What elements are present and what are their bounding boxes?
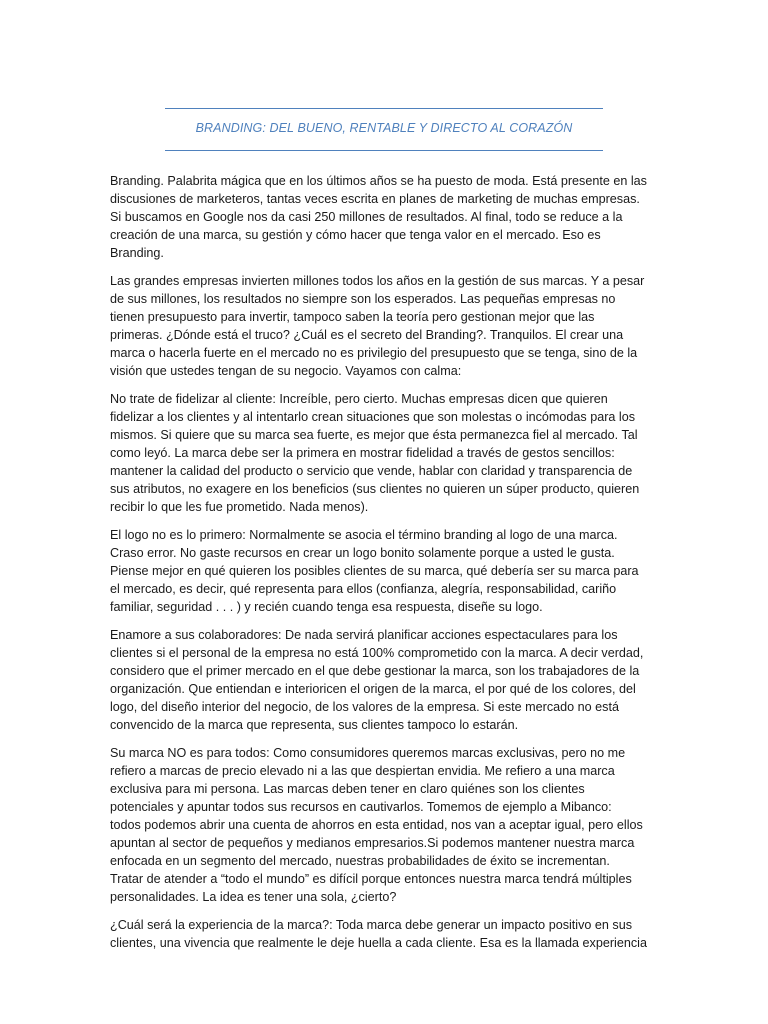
- paragraph-line: Enamore a sus colaboradores: De nada servirá planificar acciones espectaculares para los: [110, 628, 618, 642]
- paragraph-line: tienen presupuesto para invertir, tampoco saben la teoría pero gestionan mejor que las: [110, 310, 595, 324]
- paragraph-line: Craso error. No gaste recursos en crear un logo bonito solamente porque a usted le gusta.: [110, 546, 615, 560]
- title-top-rule: [165, 108, 603, 109]
- paragraph-line: todos podemos abrir una cuenta de ahorros en esta entidad, nos van a aceptar igual, pero ellos: [110, 818, 643, 832]
- paragraph-line: considero que el primer mercado en el que debe gestionar la marca, son los trabajadores de la: [110, 664, 640, 678]
- paragraph-line: apuntan al sector de pequeños y medianos empresarios.Si podemos mantener nuestra marca: [110, 836, 635, 850]
- paragraph-line: familiar, seguridad . . . ) y recién cuando tenga esa respuesta, diseñe su logo.: [110, 600, 543, 614]
- paragraph-line: Piense mejor en qué quieren los posibles clientes de su marca, qué debería ser su marca para: [110, 564, 639, 578]
- paragraph-line: ¿Cuál será la experiencia de la marca?: Toda marca debe generar un impacto positivo en sus: [110, 918, 632, 932]
- paragraph-line: visión que ustedes tengan de su negocio. Vayamos con calma:: [110, 364, 462, 378]
- paragraph-line: clientes, una vivencia que realmente le deje huella a cada cliente. Esa es la llamada experiencia: [110, 936, 647, 950]
- paragraph-line: Tratar de atender a “todo el mundo” es difícil porque entonces nuestra marca tendrá múltiples: [110, 872, 632, 886]
- paragraph-line: marca o hacerla fuerte en el mercado no es privilegio del presupuesto que se tenga, sino de la: [110, 346, 638, 360]
- paragraph-line: El logo no es lo primero: Normalmente se asocia el término branding al logo de una marca.: [110, 528, 618, 542]
- paragraph-line: como leyó. La marca debe ser la primera en mostrar fidelidad a través de gestos sencillos:: [110, 446, 615, 460]
- paragraph-line: de sus millones, los resultados no siempre son los esperados. Las pequeñas empresas no: [110, 292, 616, 306]
- paragraph-line: exclusiva para mi persona. Las marcas deben tener en claro quiénes son los clientes: [110, 782, 585, 796]
- document-body: [110, 172, 658, 952]
- paragraph-line: fidelizar a los clientes y al intentarlo crean situaciones que son molestas o incómodas para los: [110, 410, 636, 424]
- paragraph-line: Las grandes empresas invierten millones todos los años en la gestión de sus marcas. Y a pesar: [110, 274, 645, 288]
- paragraph-line: Si buscamos en Google nos da casi 250 millones de resultados. Al final, todo se reduce a la: [110, 210, 623, 224]
- paragraph-line: clientes si el personal de la empresa no está 100% comprometido con la marca. A decir verdad,: [110, 646, 644, 660]
- paragraph-line: Branding. Palabrita mágica que en los últimos años se ha puesto de moda. Está presente en las: [110, 174, 647, 188]
- paragraph-line: primeras. ¿Dónde está el truco? ¿Cuál es el secreto del Branding?. Tranquilos. El crear una: [110, 328, 624, 342]
- paragraph-line: enfocada en un segmento del mercado, nuestras probabilidades de éxito se incrementan.: [110, 854, 610, 868]
- paragraph-line: refiero a marcas de precio elevado ni a las que despiertan envidia. Me refiero a una marca: [110, 764, 615, 778]
- paragraph: [110, 744, 658, 906]
- paragraph-line: logo, del diseño interior del negocio, de los valores de la empresa. Si este mercado no está: [110, 700, 619, 714]
- paragraph-line: potenciales y apuntar todos sus recursos en cautivarlos. Tomemos de ejemplo a Mibanco:: [110, 800, 612, 814]
- paragraph-line: mismos. Si quiere que su marca sea fuerte, es mejor que ésta permanezca fiel al mercado. Tal: [110, 428, 638, 442]
- document-title: BRANDING: DEL BUENO, RENTABLE Y DIRECTO AL CORAZÓN: [195, 121, 573, 135]
- paragraph-line: creación de una marca, su gestión y cómo hacer que tenga valor en el mercado. Eso es: [110, 228, 601, 242]
- paragraph-line: Branding.: [110, 246, 164, 260]
- paragraph-line: mantener la calidad del producto o servicio que vende, hablar con claridad y transparencia de: [110, 464, 633, 478]
- paragraph: [110, 916, 658, 952]
- paragraph: [110, 272, 658, 380]
- paragraph-line: personalidades. La idea es tener una sola, ¿cierto?: [110, 890, 397, 904]
- paragraph: [110, 172, 658, 262]
- paragraph-line: No trate de fidelizar al cliente: Increíble, pero cierto. Muchas empresas dicen que quieren: [110, 392, 608, 406]
- paragraph-line: el mercado, es decir, qué representa para ellos (confianza, alegría, responsabilidad, cariño: [110, 582, 617, 596]
- paragraph-line: organización. Que entiendan e interioricen el origen de la marca, el por qué de los colores, del: [110, 682, 636, 696]
- paragraph-line: convencido de la marca que representa, sus clientes tampoco lo estarán.: [110, 718, 519, 732]
- paragraph-line: Su marca NO es para todos: Como consumidores queremos marcas exclusivas, pero no me: [110, 746, 626, 760]
- paragraph-line: recibir lo que les fue prometido. Nada menos).: [110, 500, 369, 514]
- paragraph-line: sus atributos, no exagere en los beneficios (sus clientes no quieren un súper producto, quieren: [110, 482, 640, 496]
- paragraph: [110, 526, 658, 616]
- paragraph: [110, 390, 658, 516]
- paragraph-line: discusiones de marketeros, tantas veces escrita en planes de marketing de muchas empresas.: [110, 192, 640, 206]
- paragraph: [110, 626, 658, 734]
- title-bottom-rule: [165, 150, 603, 151]
